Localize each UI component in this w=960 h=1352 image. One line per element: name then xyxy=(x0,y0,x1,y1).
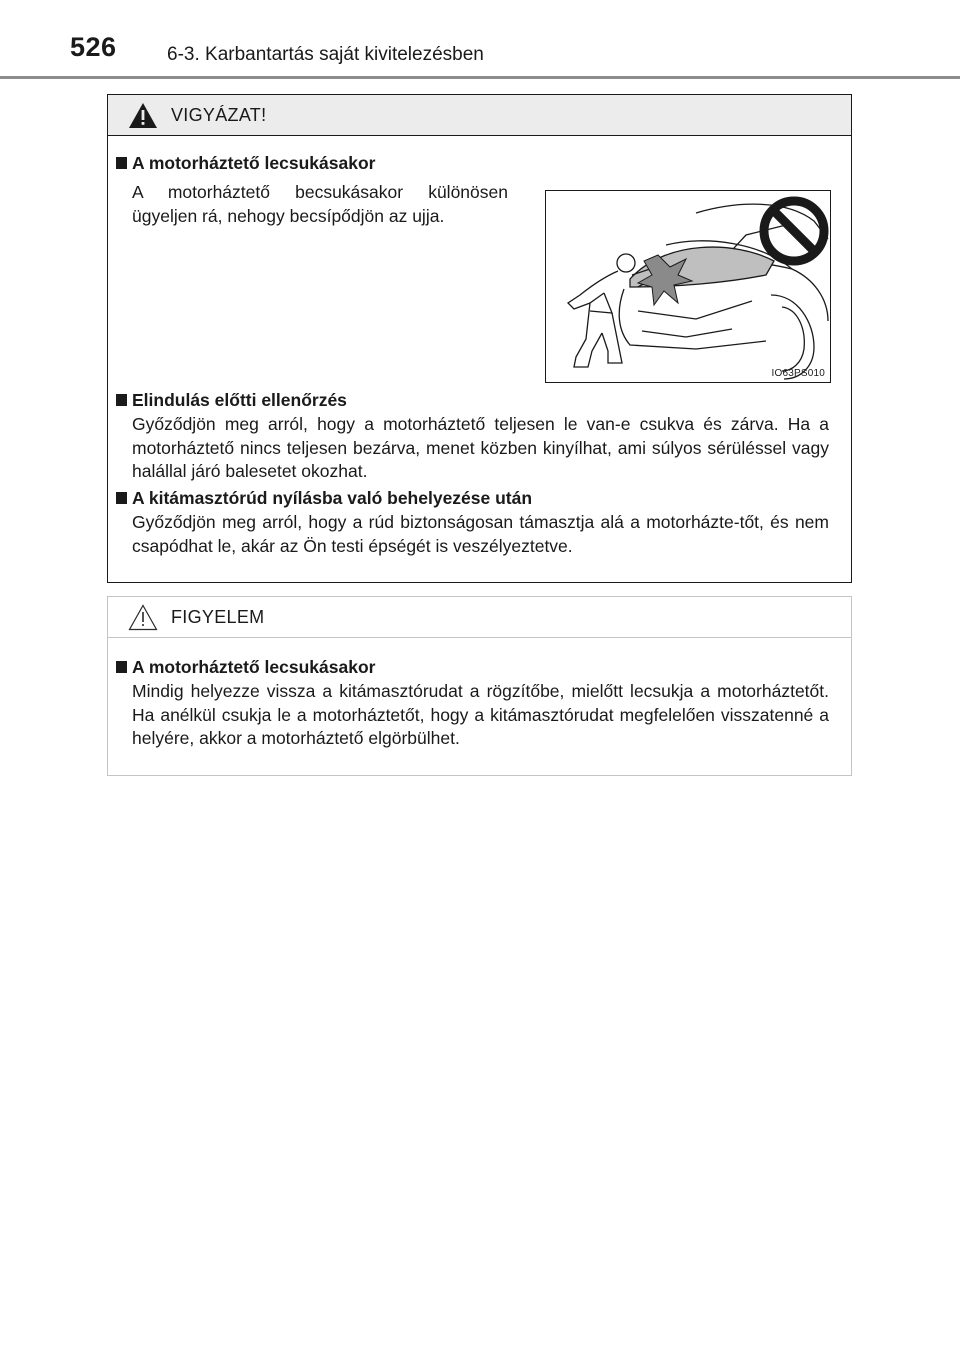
warning-section-pre-drive-check xyxy=(108,388,851,484)
caution-triangle-icon xyxy=(128,604,158,631)
square-bullet-icon xyxy=(116,661,127,673)
section-title: A kitámasztórúd nyílásba való behelyezése után xyxy=(132,488,533,508)
notice-section-hood-closing xyxy=(108,655,851,751)
section-title: Elindulás előtti ellenőrzés xyxy=(132,390,347,410)
notice-box xyxy=(107,596,852,776)
page-header xyxy=(0,0,960,80)
warning-header xyxy=(108,95,851,136)
warning-label: VIGYÁZAT! xyxy=(171,105,267,125)
warning-triangle-icon xyxy=(128,102,158,129)
illustration-drawing xyxy=(546,191,830,382)
section-body: A motorháztető becsukásakor különösen ügyeljen rá, nehogy becsípődjön az ujja. xyxy=(132,182,508,226)
square-bullet-icon xyxy=(116,492,127,504)
warning-section-support-rod xyxy=(108,486,851,558)
section-body: Mindig helyezze vissza a kitámasztórudat a rögzítőbe, mielőtt lecsukja a motorháztetőt. Ha anélkül csukja le a motorháztetőt, hogy a kitámasztórudat megfelelően visszatenné a helyére, akkor a motorháztető elgörbülhet. xyxy=(132,681,829,748)
section-body: Győződjön meg arról, hogy a rúd biztonságosan támasztja alá a motorházte-tőt, és nem csapódhat le, akár az Ön testi épségét is veszélyeztetve. xyxy=(132,512,829,556)
section-body: Győződjön meg arról, hogy a motorháztető teljesen le van-e csukva és zárva. Ha a motorháztető nincs teljesen bezárva, menet közben kinyílhat, ami súlyos sérüléssel vagy halállal járó balesetet okozhat. xyxy=(132,414,829,481)
section-title: A motorháztető lecsukásakor xyxy=(132,153,376,173)
hood-pinch-illustration xyxy=(545,190,831,383)
square-bullet-icon xyxy=(116,157,127,169)
warning-box xyxy=(107,94,852,583)
section-title: A motorháztető lecsukásakor xyxy=(132,657,376,677)
illustration-code: IO63PS010 xyxy=(771,368,825,379)
chapter-title: 6-3. Karbantartás saját kivitelezésben xyxy=(167,44,484,65)
square-bullet-icon xyxy=(116,394,127,406)
notice-label: FIGYELEM xyxy=(171,607,265,627)
page-number: 526 xyxy=(70,32,117,62)
notice-header xyxy=(108,597,851,638)
header-divider xyxy=(0,76,960,79)
